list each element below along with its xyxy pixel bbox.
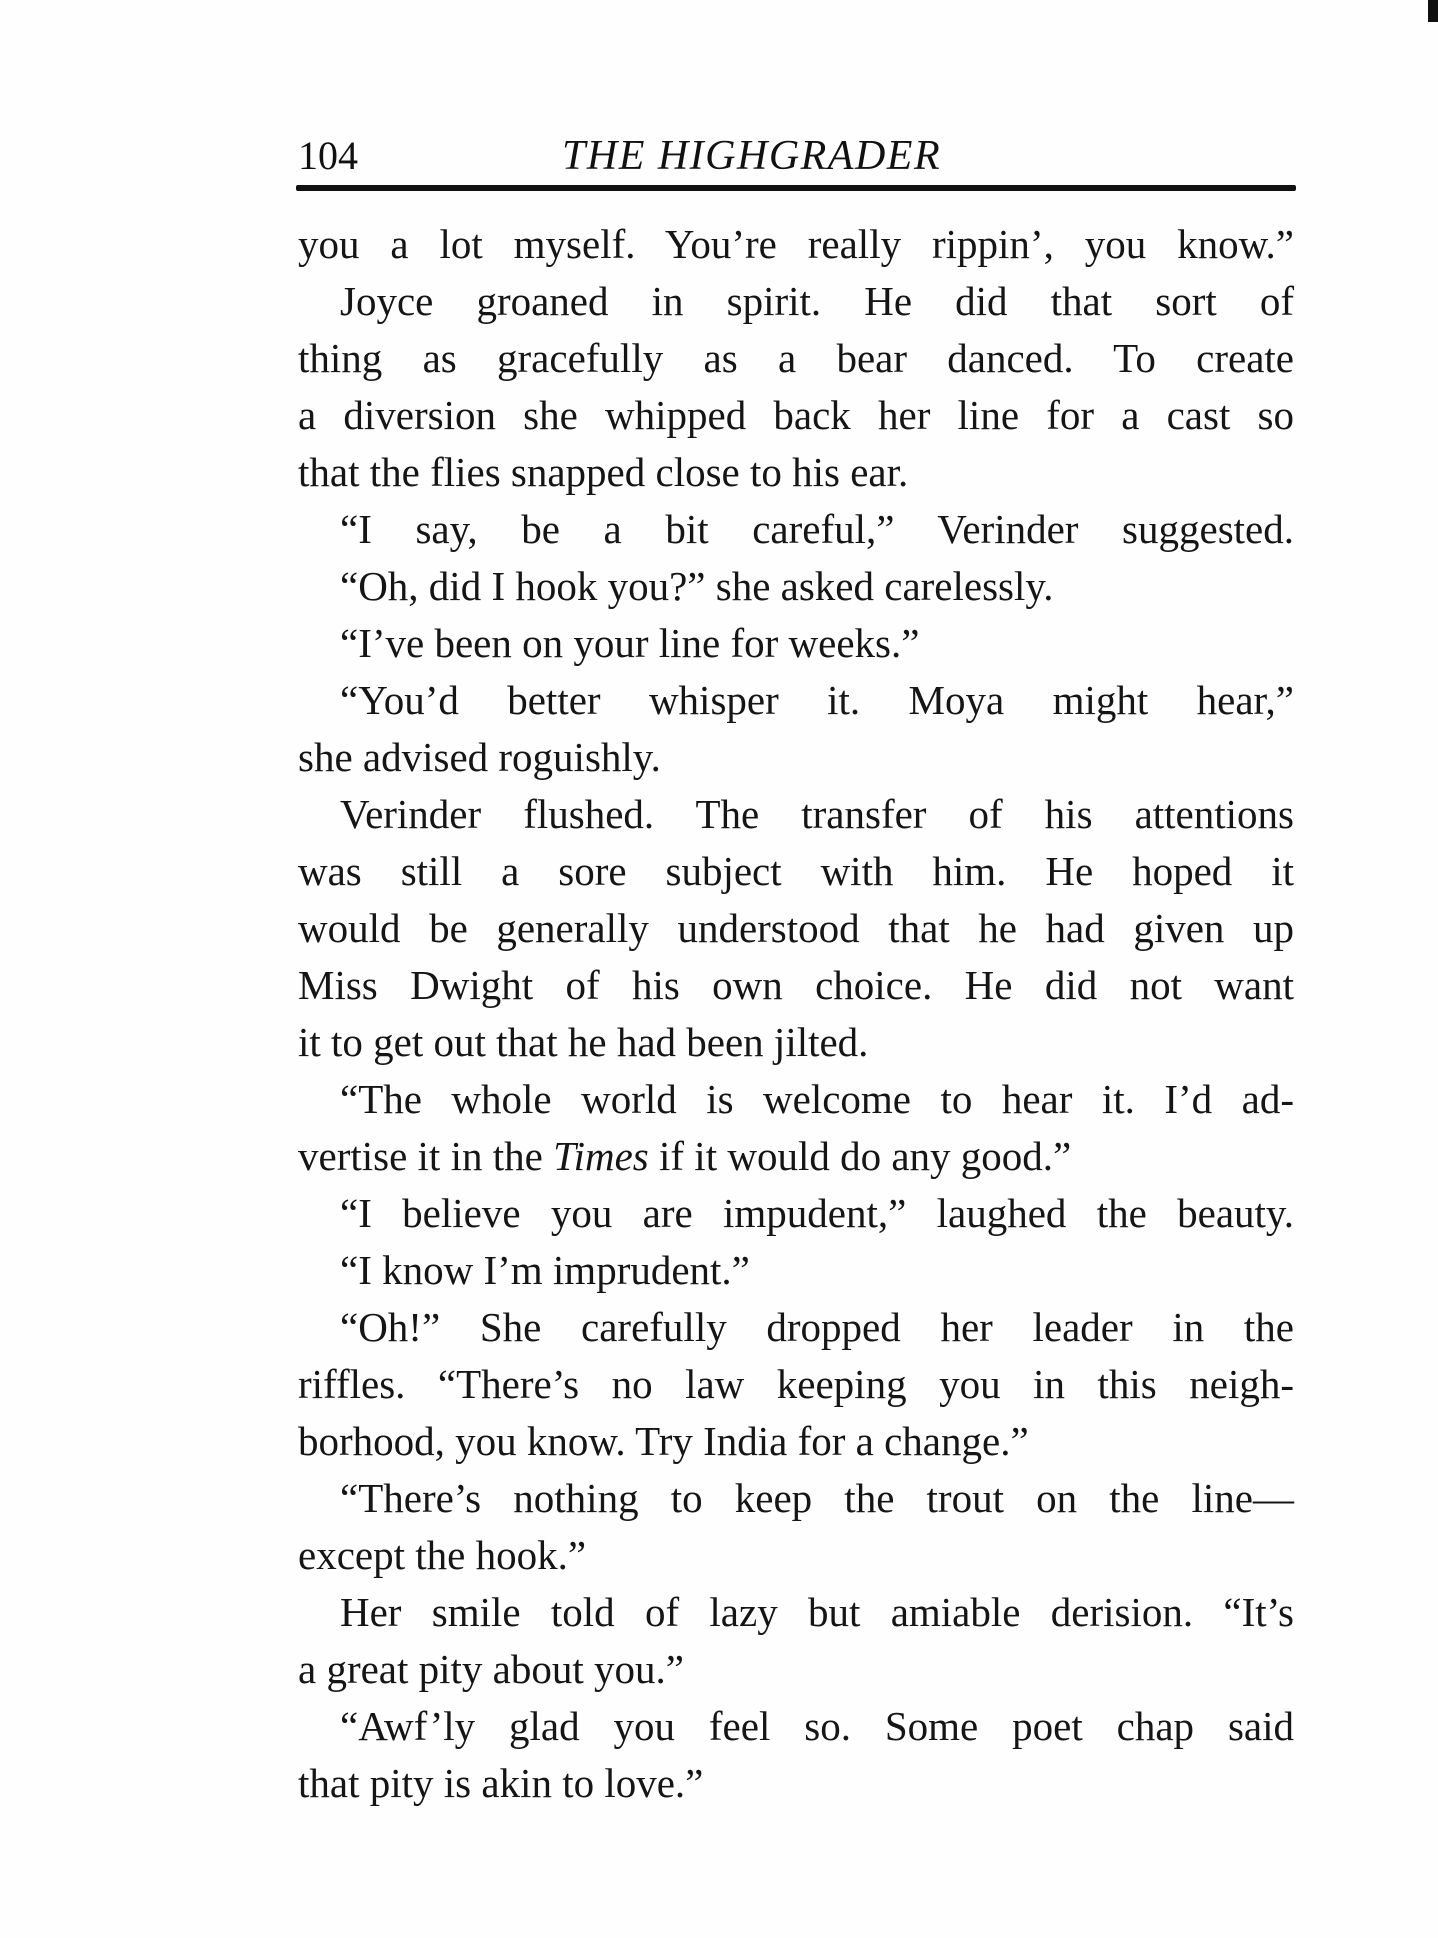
scan-edge-mark: [1428, 0, 1438, 22]
text-line: that the flies snapped close to his ear.: [298, 449, 909, 495]
text-line: “Oh, did I hook you?” she asked carelessly.: [340, 563, 1054, 609]
text-segment: if it would do any good.”: [648, 1133, 1072, 1179]
page-header: [298, 128, 1296, 188]
running-title: THE HIGHGRADER: [562, 133, 942, 179]
italic-title: Times: [553, 1133, 649, 1179]
text-line: “I know I’m imprudent.”: [340, 1247, 750, 1293]
text-line: “Awf’ly glad you feel so. Some poet chap said: [340, 1703, 1294, 1749]
text-line: was still a sore subject with him. He hoped it: [298, 848, 1294, 894]
text-line: Miss Dwight of his own choice. He did not want: [298, 962, 1294, 1008]
text-line: “You’d better whisper it. Moya might hear,”: [340, 677, 1294, 723]
text-line: “The whole world is welcome to hear it. I’d ad-: [340, 1076, 1294, 1122]
text-line: “I’ve been on your line for weeks.”: [340, 620, 920, 666]
text-line: borhood, you know. Try India for a change.”: [298, 1418, 1029, 1464]
header-rule: [296, 185, 1296, 191]
text-line: “Oh!” She carefully dropped her leader in the: [340, 1304, 1294, 1350]
text-line: except the hook.”: [298, 1532, 587, 1578]
text-line: would be generally understood that he had given up: [298, 905, 1294, 951]
text-line: “I say, be a bit careful,” Verinder suggested.: [340, 506, 1294, 552]
text-line: you a lot myself. You’re really rippin’, you know.”: [298, 221, 1294, 267]
text-segment: vertise it in the: [298, 1133, 554, 1179]
text-line: Joyce groaned in spirit. He did that sort of: [340, 278, 1294, 324]
text-line: [298, 1128, 1294, 1185]
text-line: a great pity about you.”: [298, 1646, 684, 1692]
text-line: a diversion she whipped back her line for a cast so: [298, 392, 1294, 438]
text-line: she advised roguishly.: [298, 734, 661, 780]
text-line: thing as gracefully as a bear danced. To create: [298, 335, 1294, 381]
body-text: [298, 216, 1294, 1812]
page-number: 104: [298, 133, 358, 178]
text-line: that pity is akin to love.”: [298, 1760, 704, 1806]
text-line: Her smile told of lazy but amiable derision. “It’s: [340, 1589, 1294, 1635]
text-line: “I believe you are impudent,” laughed the beauty.: [340, 1190, 1294, 1236]
text-line: riffles. “There’s no law keeping you in this neigh-: [298, 1361, 1294, 1407]
text-line: it to get out that he had been jilted.: [298, 1019, 869, 1065]
text-line: “There’s nothing to keep the trout on the line—: [340, 1475, 1294, 1521]
text-line: Verinder flushed. The transfer of his attentions: [340, 791, 1294, 837]
